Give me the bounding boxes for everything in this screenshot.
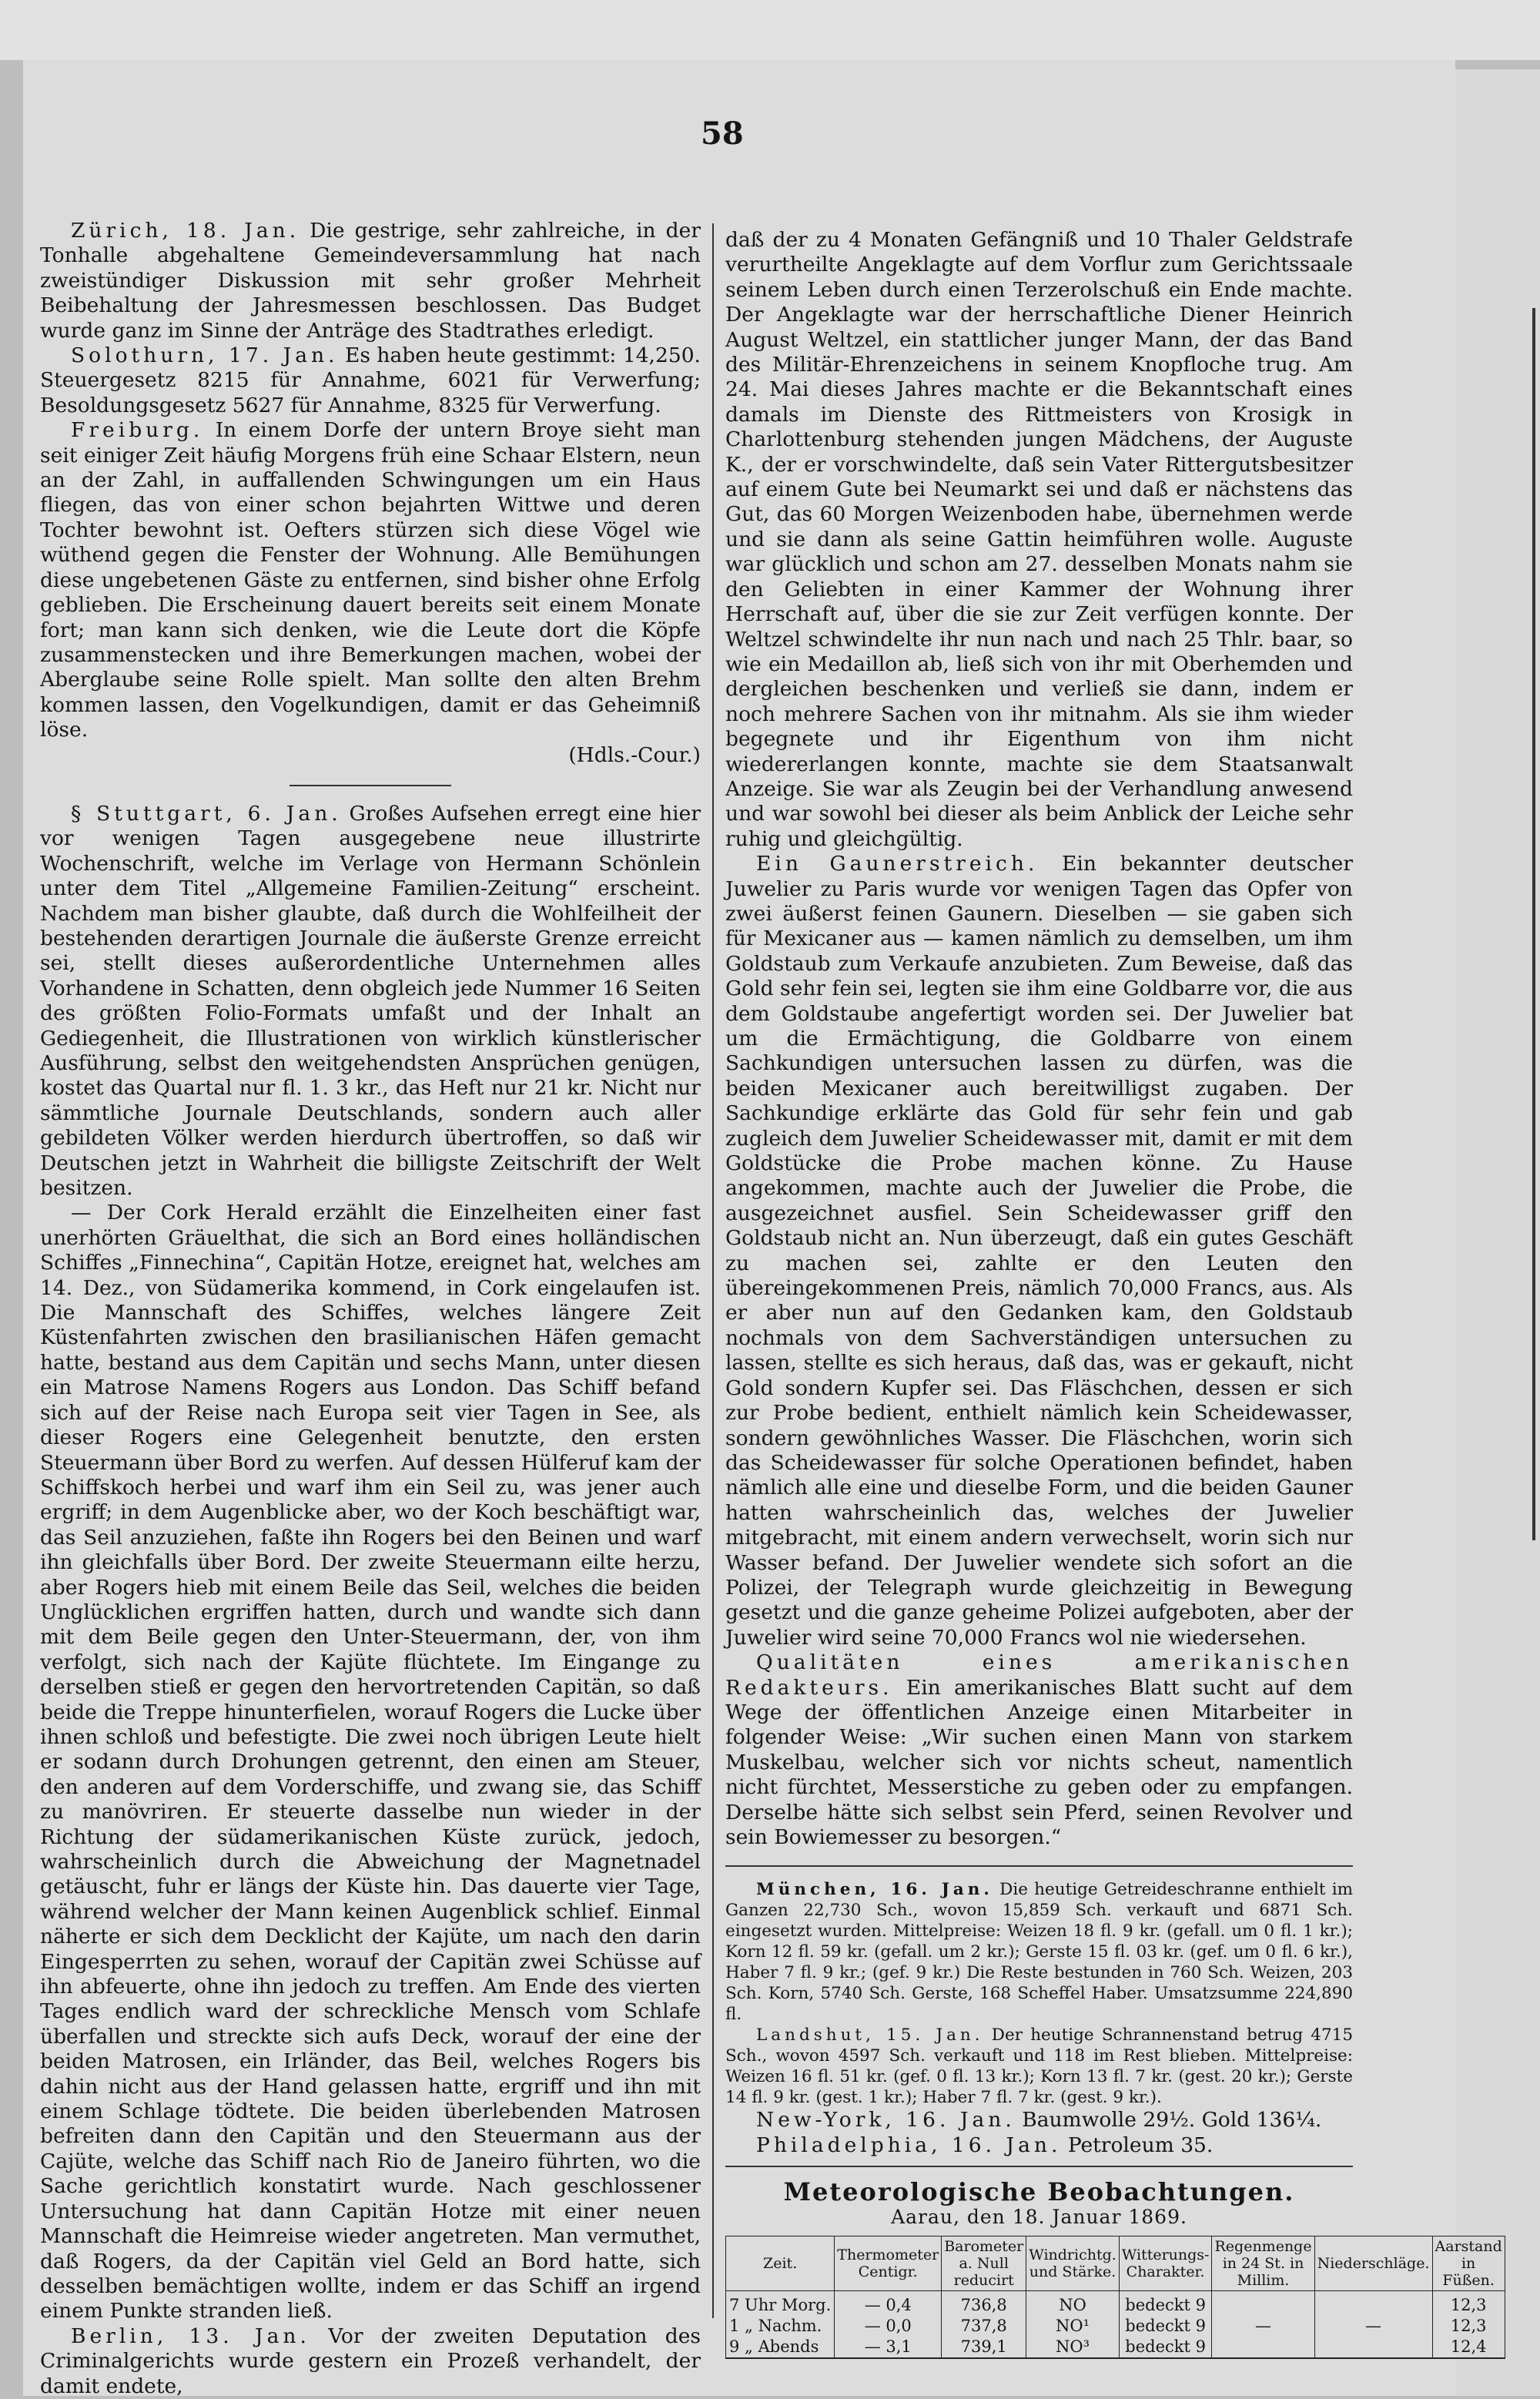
article-lead: Freiburg.	[71, 418, 204, 443]
weather-temp: — 3,1	[835, 2337, 942, 2358]
market-text: Die heutige Getreideschranne enthielt im Ganzen 22,730 Sch., wovon 15,859 Sch. verkauft und 6871 Sch. eingesetzt wurden. Mittelpreise: Weizen 18 fl. 9 kr. (gefall. um 0 fl. 1 kr.); Korn 12 fl. 59 kr. (gefall. um 2 kr.); Gerste 15 fl. 03 kr. (gef. um 0 fl. 6 kr.), Haber 7 fl. 9 kr.; (gef. 9 kr.) Die Reste bestunden in 760 Sch. Weizen, 203 Sch. Korn, 5740 Sch. Gerste, 168 Scheffel Haber. Umsatzsumme 224,890 fl.	[725, 1880, 1353, 2025]
quote-newyork	[725, 2108, 1353, 2133]
weather-baro: 737,8	[942, 2316, 1026, 2337]
article-text: Es haben heute gestimmt: 14,250. Steuergesetz 8215 für Annahme, 6021 für Verwerfung; Besoldungsgesetz 5627 für Annahme, 8325 für Verwerfung.	[40, 343, 701, 417]
weather-time: 1 „ Nachm.	[726, 2316, 835, 2337]
article-lead: Berlin, 13. Jan.	[71, 2324, 310, 2348]
weather-header: Windrichtg. und Stärke.	[1026, 2236, 1120, 2291]
article-text: Vor der zweiten Deputation des Criminalgerichts wurde gestern ein Prozeß verhandelt, der damit endete,	[40, 2324, 701, 2398]
weather-sky: bedeckt 9	[1119, 2291, 1212, 2317]
weather-header: Zeit.	[726, 2236, 835, 2291]
weather-subtitle: Aarau, den 18. Januar 1869.	[891, 2205, 1187, 2228]
weather-header: Regenmenge in 24 St. in Millim.	[1212, 2236, 1314, 2291]
weather-baro: 736,8	[942, 2291, 1026, 2317]
article-berlin	[40, 2324, 701, 2399]
article-lead: Qualitäten eines amerikanischen Redakteurs.	[725, 1650, 1353, 1700]
article-text: erzählt die Einzelheiten einer fast unerhörten Gräuelthat, die sich an Bord eines holländischen Schiffes „Finnechina“, Capitän Hotze, ereignet hat, welches am 14. Dez., von Südamerika kommend, in Cork eingelaufen ist. Die Mannschaft des Schiffes, welches längere Zeit Küstenfahrten zwischen den brasilianischen Häfen gemacht hatte, bestand aus dem Capitän und sechs Mann, unter diesen ein Matrose Namens Rogers aus London. Das Schiff befand sich auf der Reise nach Europa seit vier Tagen in See, als dieser Rogers eine Gelegenheit benutzte, den ersten Steuermann über Bord zu werfen. Auf dessen Hülferuf kam der Schiffskoch herbei und warf ihm ein Seil zu, was jener auch ergriff; in dem Augenblicke aber, wo der Koch beschäftigt war, das Seil anzuziehen, faßte ihn Rogers bei den Beinen und warf ihn gleichfalls über Bord. Der zweite Steuermann eilte herzu, aber Rogers hieb mit einem Beile das Seil, welches die beiden Unglücklichen ergriffen hatten, durch und wandte sich dann mit dem Beile gegen den Unter-Steuermann, der, von ihm verfolgt, sich nach der Kajüte flüchtete. Im Eingange zu derselben stieß er gegen den hervortretenden Capitän, so daß beide die Treppe hinunterfielen, worauf Rogers die Lucke über ihnen schloß und befestigte. Die zwei noch übrigen Leute hielt er sodann durch Drohungen getrennt, den einen am Steuer, den anderen auf dem Vorderschiffe, und zwang sie, das Schiff zu manövriren. Er steuerte dasselbe nun wieder in der Richtung der südamerikanischen Küste zurück, jedoch, wahrscheinlich durch die Abweichung der Magnetnadel getäuscht, fuhr er längs der Küste hin. Das dauerte vier Tage, während welcher der Mann keinen Augenblick schlief. Einmal näherte er sich dem Decklicht der Kajüte, um nach den darin Eingesperrten zu sehen, worauf der Capitän zwei Schüsse auf ihn abfeuerte, ohne ihn jedoch zu treffen. Am Ende des vierten Tages endlich ward der schreckliche Mensch vom Schlafe überfallen und streckte sich aufs Deck, worauf der eine der beiden Matrosen, ein Irländer, das Beil, welches Rogers bis dahin nicht aus der Hand gelassen hatte, ergriff und ihn mit einem Schlage tödtete. Die beiden überlebenden Matrosen befreiten dann den Capitän und den Steuermann aus der Cajüte, welche das Schiff nach Rio de Janeiro führten, wo die Sache gerichtlich konstatirt wurde. Nach geschlossener Untersuchung hat dann Capitän Hotze mit einer neuen Mannschaft die Heimreise wieder angetreten. Man vermuthet, daß Rogers, da der Capitän viel Geld an Bord hatte, sich desselben bemächtigen wollte, indem er das Schiff an irgend einem Punkte stranden ließ.	[40, 1201, 701, 2324]
weather-temp: — 0,4	[835, 2291, 942, 2317]
quote-text: Petroleum 35.	[1061, 2133, 1214, 2157]
weather-row	[726, 2337, 1505, 2358]
weather-rain: —	[1212, 2316, 1314, 2337]
market-lead: Landshut, 15. Jan.	[756, 2025, 984, 2046]
weather-wind: NO³	[1026, 2337, 1120, 2358]
weather-time: 7 Uhr Morg.	[726, 2291, 835, 2317]
weather-table	[725, 2236, 1505, 2359]
weather-wind: NO	[1026, 2291, 1120, 2317]
article-source: (Hdls.-Cour.)	[568, 742, 701, 767]
article-zurich	[40, 219, 701, 343]
weather-precip: —	[1314, 2316, 1432, 2337]
separator-rule	[725, 2166, 1353, 2167]
weather-sky: bedeckt 9	[1119, 2316, 1212, 2337]
weather-row	[726, 2316, 1505, 2337]
adjacent-page-strip	[1455, 69, 1540, 2396]
article-lead: Ein Gaunerstreich.	[756, 852, 1039, 876]
weather-aare: 12,3	[1432, 2291, 1505, 2317]
weather-sky: bedeckt 9	[1119, 2337, 1212, 2358]
article-text: Großes Aufsehen erregt eine hier vor wenigen Tagen ausgegebene neue illustrirte Wochenschrift, welche im Verlage von Hermann Schönlein unter dem Titel „Allgemeine Familien-Zeitung“ erscheint. Nachdem man bisher glaubte, daß durch die Wohlfeilheit der bestehenden derartigen Journale die äußerste Grenze erreicht sei, stellt dieses außerordentliche Unternehmen alles Vorhandene in Schatten, denn obgleich jede Nummer 16 Seiten des größten Folio-Formats umfaßt und der Inhalt an Gediegenheit, die Illustrationen von wirklich künstlerischer Ausführung, selbst den weitgehendsten Ansprüchen genügen, kostet das Quartal nur fl. 1. 3 kr., das Heft nur 21 kr. Nicht nur sämmtliche Journale Deutschlands, sondern auch aller gebildeten Völker werden hierdurch übertroffen, so daß wir Deutschen jetzt in Wahrheit die billigste Zeitschrift der Welt besitzen.	[40, 801, 701, 1201]
weather-precip	[1314, 2337, 1432, 2358]
article-redakteur	[725, 1650, 1353, 1850]
weather-aare: 12,3	[1432, 2316, 1505, 2337]
market-landshut	[725, 2025, 1353, 2108]
quote-text: Baumwolle 29½. Gold 136¼.	[1015, 2108, 1322, 2133]
article-text: Ein amerikanisches Blatt sucht auf dem Wege der öffentlichen Anzeige einen Mitarbeiter in folgender Weise: „Wir suchen einen Mann von starkem Muskelbau, welcher sich vor nichts scheut, namentlich nicht fürchtet, Messerstiche zu geben oder zu empfangen. Derselbe hätte sich selbst sein Pferd, seinen Revolver und sein Bowiemesser zu besorgen.“	[725, 1675, 1353, 1849]
article-text: daß der zu 4 Monaten Gefängniß und 10 Thaler Geldstrafe verurtheilte Angeklagte auf dem Vorflur zum Gerichtssaale seinem Leben durch einen Terzerolschuß ein Ende machte. Der Angeklagte war der herrschaftliche Diener Heinrich August Weltzel, ein stattlicher junger Mann, der das Band des Militär-Ehrenzeichens in seinem Knopfloche trug. Am 24. Mai dieses Jahres machte er die Bekanntschaft eines damals im Dienste des Rittmeisters von Krosigk in Charlottenburg stehenden jungen Mädchens, der Auguste K., der er vorschwindelte, daß sein Vater Rittergutsbesitzer auf einem Gute bei Neumarkt sei und daß er nächstens das Gut, das 60 Morgen Weizenboden habe, übernehmen werde und sie dann als seine Gattin heimführen wolle. Auguste war glücklich und schon am 27. desselben Monats nahm sie den Geliebten in einer Kammer der Wohnung ihrer Herrschaft auf, über die sie zur Zeit verfügen konnte. Der Weltzel schwindelte ihr nun nach und nach 25 Thlr. baar, so wie ein Medaillon ab, ließ sich von ihr mit Oberhemden und dergleichen beschenken und verließ sie dann, indem er noch mehrere Sachen von ihr mitnahm. Als sie ihm wieder begegnete und ihr Eigenthum von ihm nicht wiedererlangen konnte, machte sie dem Staatsanwalt Anzeige. Sie war als Zeugin bei der Verhandlung anwesend und war sowohl bei dieser als beim Anblick der Leiche sehr ruhig und gleichgültig.	[725, 228, 1353, 851]
scan-top-band	[0, 0, 1540, 60]
article-gaunerstreich	[725, 852, 1353, 1650]
article-cork	[40, 1201, 701, 2324]
article-stuttgart	[40, 802, 701, 1201]
quote-place: New-York, 16. Jan.	[756, 2108, 1016, 2133]
article-text: Ein bekannter deutscher Juwelier zu Paris wurde vor wenigen Tagen das Opfer von zwei äußerst feinen Gaunern. Dieselben — sie gaben sich für Mexicaner aus — kamen nämlich zu demselben, um ihm Goldstaub zum Verkaufe anzubieten. Zum Beweise, daß das Gold sehr fein sei, legten sie ihm eine Goldbarre vor, die aus dem Goldstaube angefertigt worden sei. Der Juwelier bat um die Ermächtigung, die Goldbarre von einem Sachkundigen untersuchen lassen zu dürfen, was die beiden Mexicaner auch bereitwilligst zugaben. Der Sachkundige erklärte das Gold für sehr fein und gab zugleich dem Juwelier Scheidewasser mit, damit er mit dem Goldstücke die Probe machen könne. Zu Hause angekommen, machte auch der Juwelier die Probe, die ausgezeichnet ausfiel. Sein Scheidewasser griff den Goldstaub nicht an. Nun überzeugt, daß ein gutes Geschäft zu machen sei, zahlte er den Leuten den übereingekommenen Preis, nämlich 70,000 Francs, aus. Als er aber nun auf den Gedanken kam, den Goldstaub nochmals von dem Sachverständigen untersuchen zu lassen, stellte es sich heraus, daß das, was er gekauft, nicht Gold sondern Kupfer sei. Das Fläschchen, dessen er sich zur Probe bedient, enthielt nämlich kein Scheidewasser, sondern gewöhnliches Wasser. Die Fläschchen, worin sich das Scheidewasser für solche Operationen befindet, haben nämlich alle eine und dieselbe Form, und die beiden Gauner hatten wahrscheinlich das, welches der Juwelier mitgebracht, mit einem andern verwechselt, worin sich nur Wasser befand. Der Juwelier wendete sich sofort an die Polizei, der Telegraph wurde gleichzeitig in Bewegung gesetzt und die ganze geheime Polizei aufgeboten, aber der Juwelier wird seine 70,000 Francs wol nie wiedersehen.	[725, 852, 1353, 1650]
weather-precip	[1314, 2291, 1432, 2317]
article-text: Die gestrige, sehr zahlreiche, in der Tonhalle abgehaltene Gemeindeversammlung hat nach zweistündiger Diskussion mit sehr großer Mehrheit Beibehaltung der Jahresmessen beschlossen. Das Budget wurde ganz im Sinne der Anträge des Stadtrathes erledigt.	[40, 219, 701, 343]
weather-wind: NO¹	[1026, 2316, 1120, 2337]
quote-place: Philadelphia, 16. Jan.	[756, 2133, 1062, 2157]
weather-rain	[1212, 2291, 1314, 2317]
article-lead: Zürich, 18. Jan.	[71, 219, 300, 243]
article-lead: — Der Cork Herald	[71, 1201, 298, 1225]
separator-rule	[725, 1865, 1353, 1867]
weather-aare: 12,4	[1432, 2337, 1505, 2358]
weather-header: Witterungs-Charakter.	[1119, 2236, 1212, 2291]
market-munich	[725, 1879, 1353, 2025]
weather-header: Barometer a. Null reducirt	[942, 2236, 1026, 2291]
quote-philadelphia	[725, 2133, 1353, 2158]
separator-rule	[290, 785, 451, 786]
weather-temp: — 0,0	[835, 2316, 942, 2337]
weather-header: Niederschläge.	[1314, 2236, 1432, 2291]
right-column	[725, 228, 1502, 2359]
weather-header: Thermometer Centigr.	[835, 2236, 942, 2291]
weather-header-row	[726, 2236, 1505, 2291]
article-solothurn	[40, 343, 701, 418]
weather-time: 9 „ Abends	[726, 2337, 835, 2358]
article-text: In einem Dorfe der untern Broye sieht man seit einiger Zeit häufig Morgens früh eine Schaar Elstern, neun an der Zahl, in auffallenden Schwingungen um ein Haus fliegen, das von einer schon bejahrten Wittwe und deren Tochter bewohnt ist. Oefters stürzen sich diese Vögel wie wüthend gegen die Fenster der Wohnung. Alle Bemühungen diese ungebetenen Gäste zu entfernen, sind bisher ohne Erfolg geblieben. Die Erscheinung dauert bereits seit einem Monate fort; man kann sich denken, wie die Leute dort die Köpfe zusammenstecken und ihre Bemerkungen machen, wobei der Aberglaube seine Rolle spielt. Man sollte den alten Brehm kommen lassen, den Vogelkundigen, damit er das Geheimniß löse.	[40, 418, 701, 742]
weather-header: Aarstand in Füßen.	[1432, 2236, 1505, 2291]
market-reports	[725, 1879, 1353, 2108]
left-column	[40, 219, 701, 2399]
article-lead: § Stuttgart, 6. Jan.	[71, 801, 342, 826]
weather-baro: 739,1	[942, 2337, 1026, 2358]
market-text: Der heutige Schrannenstand betrug 4715 Sch., wovon 4597 Sch. verkauft und 118 im Rest blieben. Mittelpreise: Weizen 16 fl. 51 kr. (gef. 0 fl. 13 kr.); Korn 13 fl. 7 kr. (gest. 20 kr.); Gerste 14 fl. 9 kr. (gest. 1 kr.); Haber 7 fl. 7 kr. (gest. 9 kr.).	[725, 2025, 1353, 2108]
weather-row	[726, 2291, 1505, 2317]
page-number: 58	[701, 116, 744, 152]
weather-rain	[1212, 2337, 1314, 2358]
weather-title: Meteorologische Beobachtungen.	[783, 2177, 1295, 2207]
column-rule	[712, 223, 714, 2318]
adjacent-page-rule	[1532, 308, 1535, 1540]
article-lead: Solothurn, 17. Jan.	[71, 343, 339, 368]
article-berlin-continued	[725, 228, 1353, 852]
article-freiburg	[40, 418, 701, 742]
market-lead: München, 16. Jan.	[756, 1880, 993, 1900]
